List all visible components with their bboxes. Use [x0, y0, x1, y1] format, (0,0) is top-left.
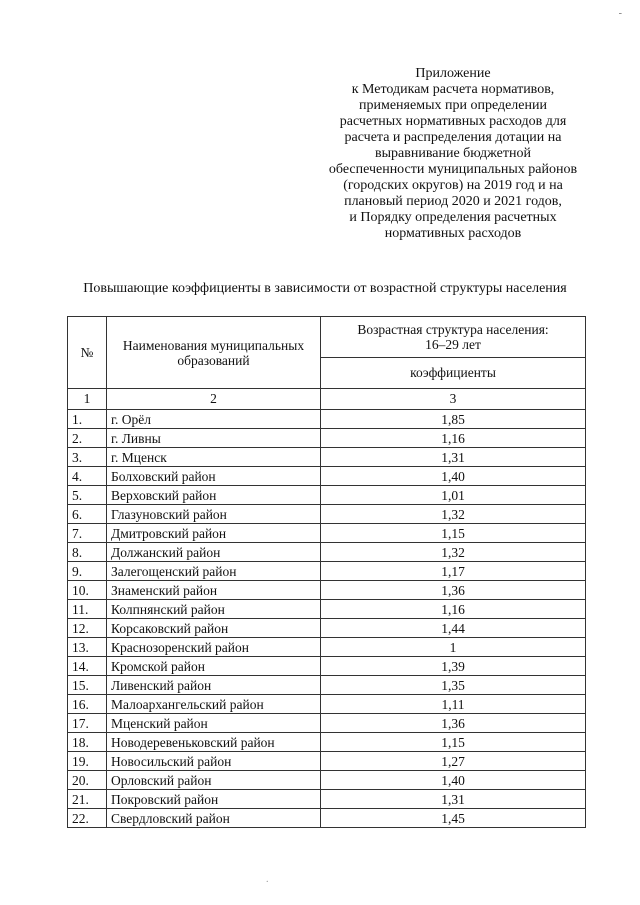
- column-number: 1: [68, 389, 107, 410]
- coefficient-value: 1,17: [321, 562, 586, 581]
- header-number: №: [68, 317, 107, 389]
- coefficient-value: 1,35: [321, 676, 586, 695]
- table-row: [68, 771, 586, 790]
- coefficient-value: 1,16: [321, 600, 586, 619]
- municipality-name: Знаменский район: [107, 581, 321, 600]
- header-age-structure: [321, 317, 586, 358]
- table-row: [68, 714, 586, 733]
- municipality-name: Новодеревеньковский район: [107, 733, 321, 752]
- municipality-name: Новосильский район: [107, 752, 321, 771]
- coefficient-value: 1,32: [321, 505, 586, 524]
- appendix-line: расчета и распределения дотации на: [344, 130, 562, 145]
- table-row: [68, 657, 586, 676]
- table-row: [68, 448, 586, 467]
- coefficient-value: 1,15: [321, 733, 586, 752]
- row-number: 22.: [68, 809, 107, 828]
- appendix-line: и Порядку определения расчетных: [349, 210, 557, 225]
- table-row: [68, 581, 586, 600]
- table-row: [68, 619, 586, 638]
- municipality-name: Кромской район: [107, 657, 321, 676]
- table-row: [68, 600, 586, 619]
- table-header-row: [68, 317, 586, 358]
- appendix-line: обеспеченности муниципальных районов: [328, 162, 578, 177]
- row-number: 16.: [68, 695, 107, 714]
- row-number: 11.: [68, 600, 107, 619]
- header-age-structure-line: Возрастная структура населения:: [357, 322, 549, 337]
- appendix-line: выравнивание бюджетной: [375, 146, 531, 161]
- coefficient-value: 1,36: [321, 714, 586, 733]
- row-number: 10.: [68, 581, 107, 600]
- table-row: [68, 638, 586, 657]
- row-number: 5.: [68, 486, 107, 505]
- municipality-name: Глазуновский район: [107, 505, 321, 524]
- row-number: 4.: [68, 467, 107, 486]
- header-coefficients: коэффициенты: [321, 358, 586, 389]
- municipality-name: Корсаковский район: [107, 619, 321, 638]
- table-row: [68, 752, 586, 771]
- document-title: Повышающие коэффициенты в зависимости от возрастной структуры населения: [83, 281, 567, 296]
- coefficient-value: 1,40: [321, 771, 586, 790]
- column-number: 2: [107, 389, 321, 410]
- coefficient-value: 1,27: [321, 752, 586, 771]
- municipality-name: Орловский район: [107, 771, 321, 790]
- coefficient-value: 1,40: [321, 467, 586, 486]
- appendix-line: применяемых при определении: [359, 98, 547, 113]
- row-number: 13.: [68, 638, 107, 657]
- row-number: 21.: [68, 790, 107, 809]
- table-row: [68, 410, 586, 429]
- municipality-name: Ливенский район: [107, 676, 321, 695]
- row-number: 2.: [68, 429, 107, 448]
- row-number: 3.: [68, 448, 107, 467]
- municipality-name: Должанский район: [107, 543, 321, 562]
- coefficient-value: 1: [321, 638, 586, 657]
- table-row: [68, 562, 586, 581]
- appendix-line: Приложение: [415, 66, 491, 81]
- municipality-name: Верховский район: [107, 486, 321, 505]
- header-age-structure-line: 16–29 лет: [425, 337, 481, 352]
- table-row: [68, 676, 586, 695]
- table-row: [68, 809, 586, 828]
- municipality-name: Дмитровский район: [107, 524, 321, 543]
- page-mark: -: [618, 8, 622, 19]
- table-row: [68, 543, 586, 562]
- row-number: 1.: [68, 410, 107, 429]
- coefficient-value: 1,45: [321, 809, 586, 828]
- coefficient-value: 1,39: [321, 657, 586, 676]
- row-number: 12.: [68, 619, 107, 638]
- column-number: 3: [321, 389, 586, 410]
- column-numbers-row: [68, 389, 586, 410]
- appendix-line: (городских округов) на 2019 год и на: [343, 178, 563, 193]
- appendix-block: [322, 66, 584, 242]
- header-municipality-line: Наименования муниципальных: [122, 337, 305, 353]
- municipality-name: г. Мценск: [107, 448, 321, 467]
- coefficient-value: 1,36: [321, 581, 586, 600]
- appendix-line: к Методикам расчета нормативов,: [351, 82, 555, 97]
- row-number: 9.: [68, 562, 107, 581]
- municipality-name: Малоархангельский район: [107, 695, 321, 714]
- footer-mark: .: [266, 874, 269, 885]
- municipality-name: Мценский район: [107, 714, 321, 733]
- coefficient-value: 1,31: [321, 790, 586, 809]
- row-number: 14.: [68, 657, 107, 676]
- row-number: 8.: [68, 543, 107, 562]
- row-number: 15.: [68, 676, 107, 695]
- municipality-name: Залегощенский район: [107, 562, 321, 581]
- appendix-line: расчетных нормативных расходов для: [339, 114, 567, 129]
- table-row: [68, 486, 586, 505]
- row-number: 7.: [68, 524, 107, 543]
- header-municipality: [107, 317, 321, 389]
- row-number: 19.: [68, 752, 107, 771]
- table-row: [68, 733, 586, 752]
- municipality-name: Колпнянский район: [107, 600, 321, 619]
- coefficient-value: 1,01: [321, 486, 586, 505]
- coefficient-value: 1,15: [321, 524, 586, 543]
- coefficient-value: 1,85: [321, 410, 586, 429]
- appendix-line: плановый период 2020 и 2021 годов,: [344, 194, 562, 209]
- row-number: 18.: [68, 733, 107, 752]
- coefficient-value: 1,11: [321, 695, 586, 714]
- row-number: 17.: [68, 714, 107, 733]
- row-number: 6.: [68, 505, 107, 524]
- municipality-name: Покровский район: [107, 790, 321, 809]
- municipality-name: Свердловский район: [107, 809, 321, 828]
- municipality-name: Краснозоренский район: [107, 638, 321, 657]
- header-municipality-line: образований: [177, 352, 250, 368]
- coefficient-value: 1,32: [321, 543, 586, 562]
- table-row: [68, 524, 586, 543]
- coefficient-value: 1,31: [321, 448, 586, 467]
- municipality-name: г. Орёл: [107, 410, 321, 429]
- table-row: [68, 429, 586, 448]
- table-row: [68, 695, 586, 714]
- coefficient-value: 1,44: [321, 619, 586, 638]
- row-number: 20.: [68, 771, 107, 790]
- coefficient-value: 1,16: [321, 429, 586, 448]
- municipality-name: Болховский район: [107, 467, 321, 486]
- table-row: [68, 790, 586, 809]
- appendix-line: нормативных расходов: [384, 226, 522, 241]
- coefficients-table: [67, 316, 586, 828]
- municipality-name: г. Ливны: [107, 429, 321, 448]
- table-row: [68, 505, 586, 524]
- table-row: [68, 467, 586, 486]
